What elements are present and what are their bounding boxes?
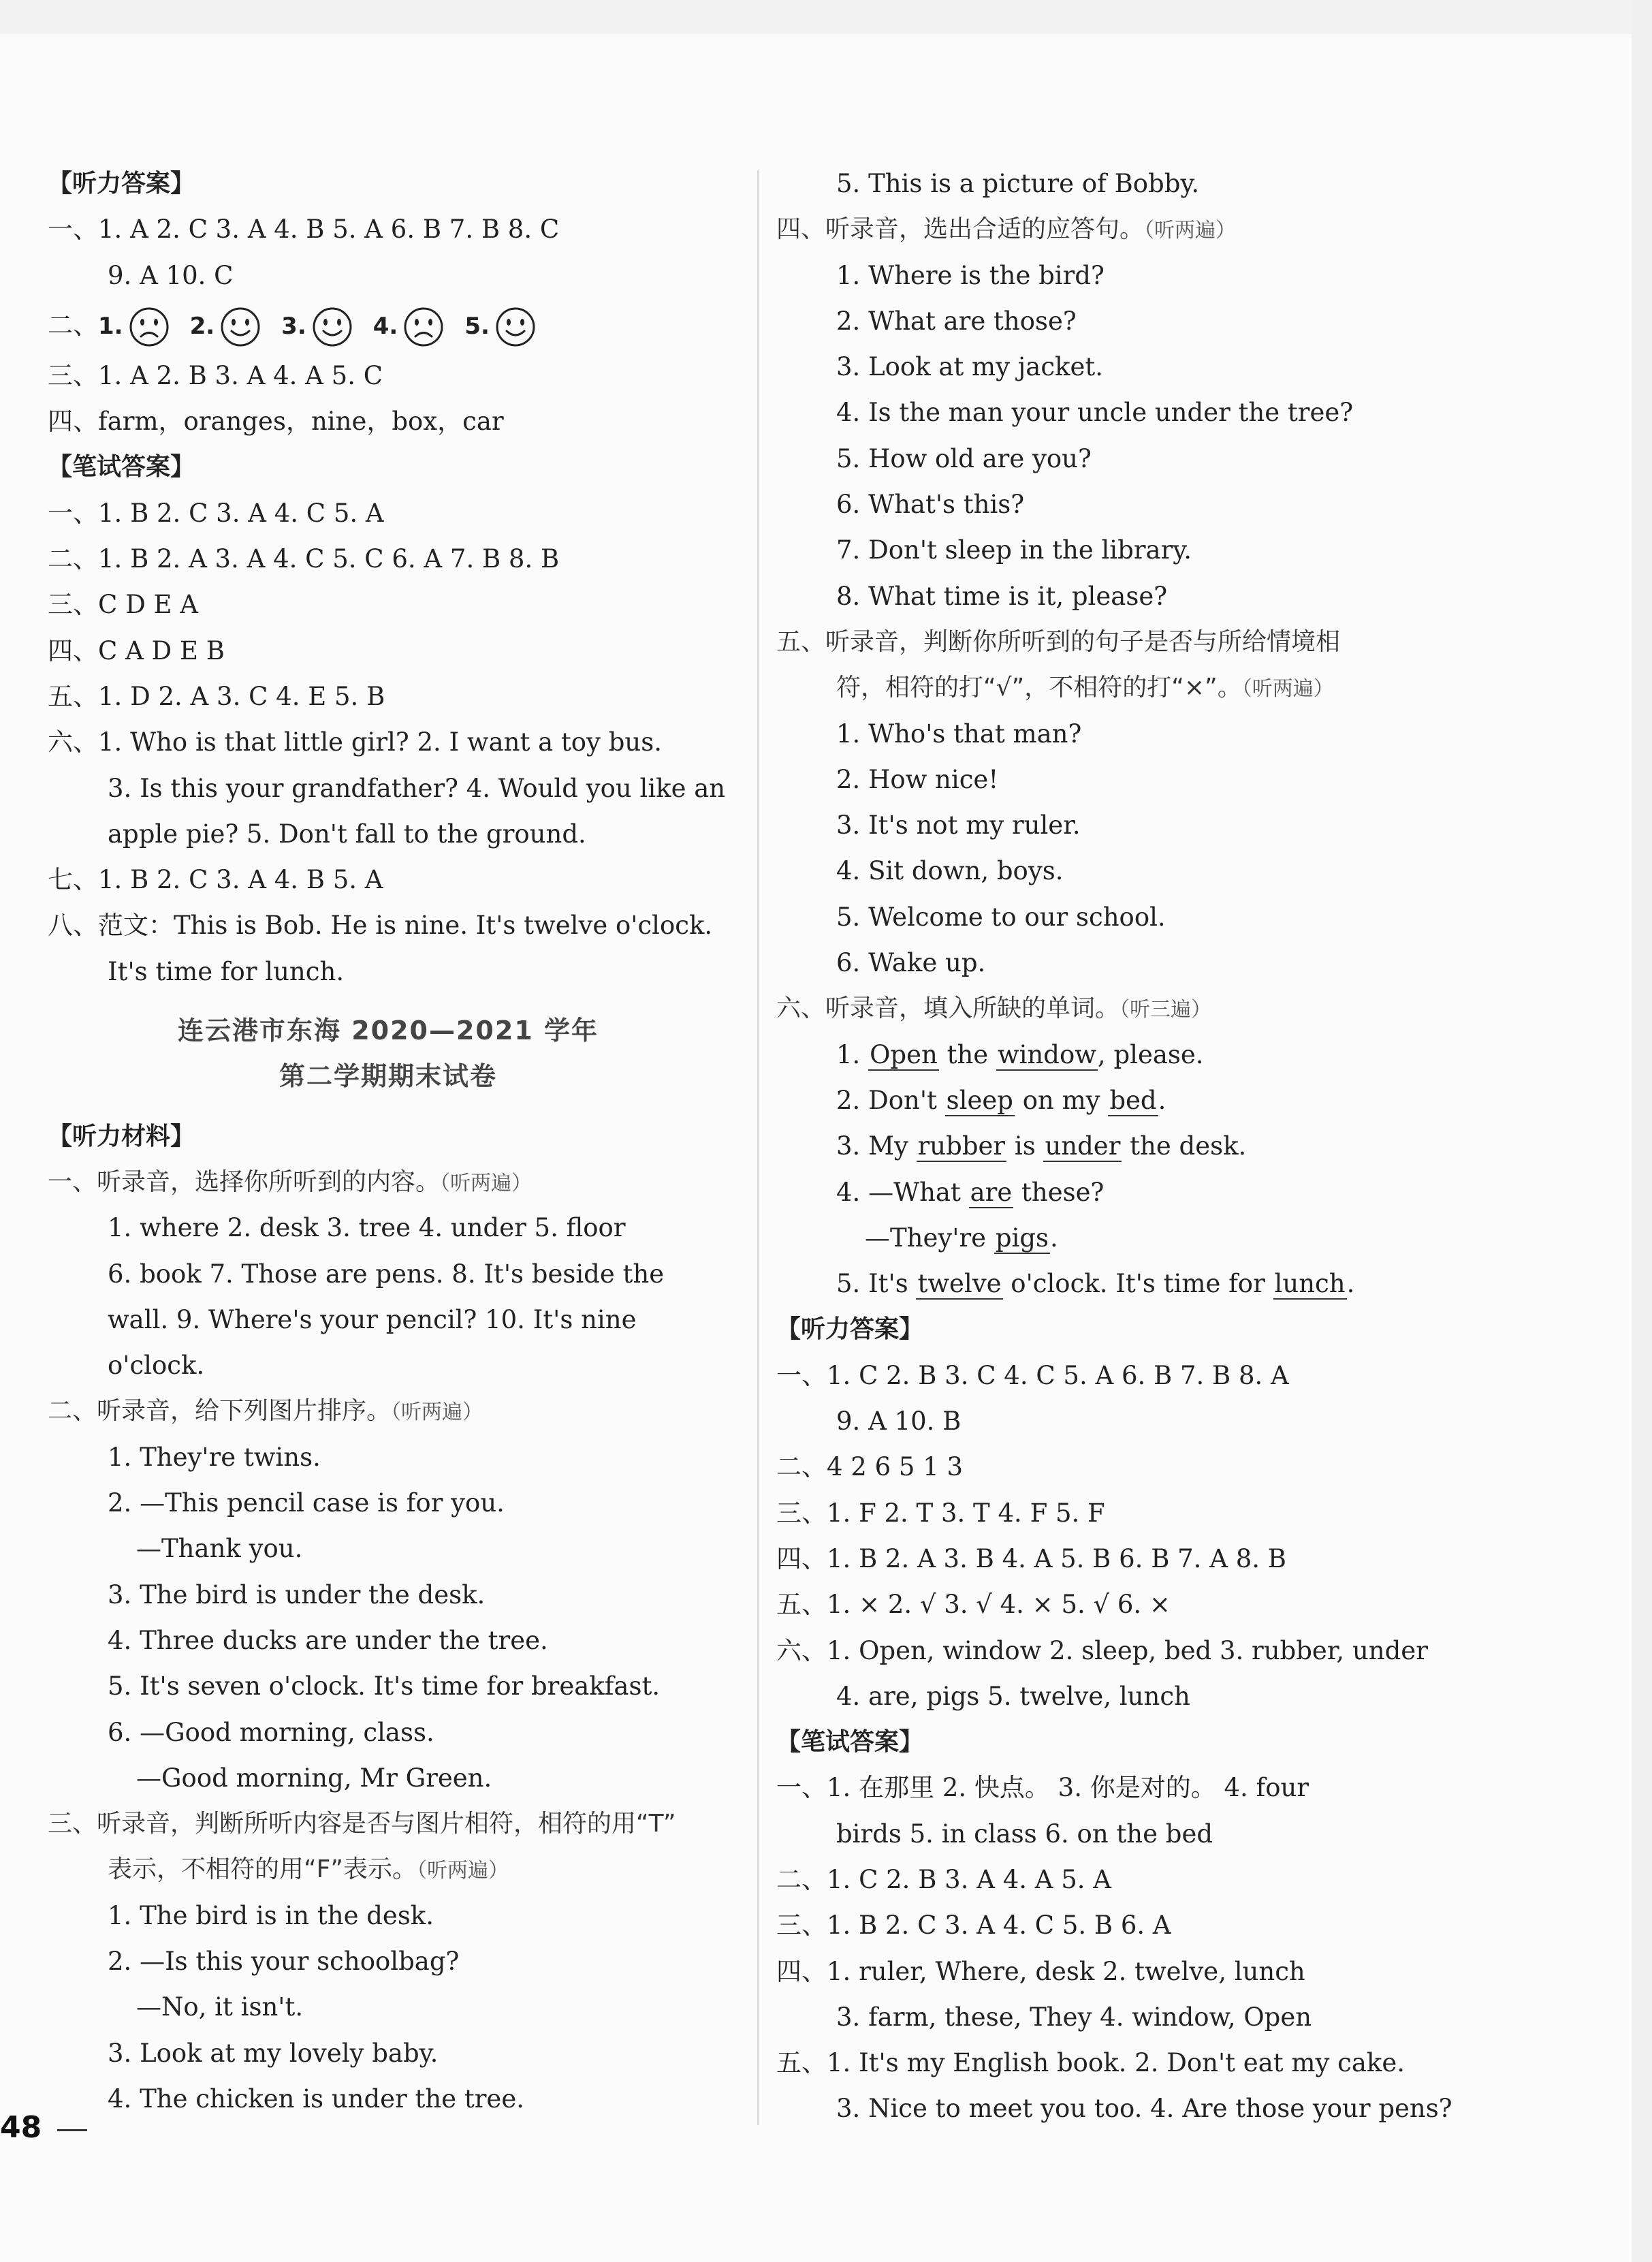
- sad-face-icon: [129, 307, 170, 347]
- answer-line: 四、1. B 2. A 3. B 4. A 5. B 6. B 7. A 8. B: [776, 1543, 1286, 1573]
- material-line: 2. How nice!: [836, 764, 999, 794]
- blank-answer: under: [1045, 1131, 1121, 1161]
- section-title: 六、听录音，填入所缺的单词。（听三遍）: [776, 994, 1212, 1023]
- answer-line: 八、范文：This is Bob. He is nine. It's twelve o'clock.: [48, 911, 713, 941]
- answer-line: 四、farm，oranges，nine，box，car: [48, 407, 504, 437]
- answer-line: 三、1. A 2. B 3. A 4. A 5. C: [48, 360, 383, 390]
- fill-blank-line: [776, 1169, 1464, 1215]
- material-line: 8. What time is it, please?: [836, 581, 1168, 611]
- material-line: 6. —Good morning, class.: [108, 1717, 434, 1747]
- material-line: 1. They're twins.: [108, 1442, 321, 1472]
- section-title-cont: 表示，不相符的用“F”表示。（听两遍）: [108, 1855, 509, 1884]
- blank-answer: lunch: [1274, 1269, 1346, 1299]
- written-answers-heading: 【笔试答案】: [776, 1728, 924, 1757]
- answer-line: 3. Nice to meet you too. 4. Are those your pens?: [836, 2094, 1452, 2124]
- face-number: 4.: [372, 312, 398, 340]
- material-line: —No, it isn't.: [136, 1992, 304, 2022]
- blank-answer: Open: [870, 1039, 938, 1069]
- section-title: 四、听录音，选出合适的应答句。（听两遍）: [776, 215, 1237, 244]
- answer-line: 4. are, pigs 5. twelve, lunch: [836, 1681, 1190, 1711]
- answer-line: 三、C D E A: [48, 590, 198, 620]
- blank-text: .: [1346, 1269, 1355, 1299]
- listening-answers-heading: 【听力答案】: [48, 170, 195, 198]
- exam-subtitle: 第二学期期末试卷: [279, 1061, 497, 1092]
- blank-text: 5. It's: [836, 1269, 917, 1299]
- section-title: 五、听录音，判断你所听到的句子是否与所给情境相: [776, 627, 1341, 656]
- blank-text: o'clock. It's time for: [1002, 1269, 1273, 1299]
- material-line: —Thank you.: [136, 1534, 303, 1564]
- blank-text: 4. —What: [836, 1177, 969, 1207]
- happy-face-icon: [312, 307, 353, 347]
- answer-line: 一、1. C 2. B 3. C 4. C 5. A 6. B 7. B 8. A: [776, 1360, 1289, 1390]
- material-line: 5. It's seven o'clock. It's time for breakfast.: [108, 1671, 661, 1701]
- happy-face-icon: [495, 307, 536, 347]
- answer-line: 一、1. A 2. C 3. A 4. B 5. A 6. B 7. B 8. C: [48, 215, 560, 245]
- material-line: 5. How old are you?: [836, 443, 1092, 473]
- answer-line: 六、1. Who is that little girl? 2. I want a toy bus.: [48, 727, 662, 757]
- blank-text: 3. My: [836, 1131, 917, 1161]
- material-line: 4. Is the man your uncle under the tree?: [836, 398, 1354, 428]
- answer-line: 五、1. It's my English book. 2. Don't eat my cake.: [776, 2048, 1405, 2078]
- blank-answer: pigs: [995, 1223, 1049, 1253]
- faces-answer-line: [48, 298, 729, 353]
- material-line: 5. This is a picture of Bobby.: [836, 169, 1200, 198]
- answer-line: 四、C A D E B: [48, 635, 225, 665]
- answer-line: 一、1. B 2. C 3. A 4. C 5. A: [48, 498, 384, 528]
- face-number: 3.: [281, 312, 306, 340]
- answer-line: 三、1. B 2. C 3. A 4. C 5. B 6. A: [776, 1911, 1171, 1941]
- blank-answer: sleep: [946, 1085, 1013, 1115]
- answer-line: 3. Is this your grandfather? 4. Would you like an: [108, 773, 726, 803]
- answer-line: birds 5. in class 6. on the bed: [836, 1819, 1213, 1849]
- material-line: —Good morning, Mr Green.: [136, 1763, 492, 1793]
- blank-text: the desk.: [1122, 1131, 1247, 1161]
- material-line: 6. book 7. Those are pens. 8. It's beside the: [108, 1259, 665, 1289]
- fill-blank-line: [776, 1032, 1464, 1078]
- blank-text: these?: [1013, 1177, 1105, 1207]
- blank-answer: bed: [1109, 1085, 1157, 1115]
- answer-line: 四、1. ruler, Where, desk 2. twelve, lunch: [776, 1956, 1305, 1986]
- fill-blank-line: [776, 1078, 1464, 1123]
- fill-blank-line: [776, 1215, 1464, 1261]
- material-line: 7. Don't sleep in the library.: [836, 535, 1192, 565]
- material-line: o'clock.: [108, 1351, 205, 1381]
- answer-line: 六、1. Open, window 2. sleep, bed 3. rubber, under: [776, 1635, 1428, 1665]
- material-line: 4. The chicken is under the tree.: [108, 2084, 524, 2114]
- material-line: 6. Wake up.: [836, 948, 986, 978]
- material-line: wall. 9. Where's your pencil? 10. It's nine: [108, 1304, 637, 1334]
- material-line: 1. The bird is in the desk.: [108, 1900, 434, 1930]
- blank-text: .: [1050, 1223, 1058, 1253]
- fill-blank-line: [776, 1123, 1464, 1169]
- right-column: [776, 161, 1464, 2132]
- answer-line: 二、4 2 6 5 1 3: [776, 1452, 964, 1482]
- blank-answer: window: [997, 1039, 1096, 1069]
- left-column: [48, 161, 729, 2122]
- section-title: 三、听录音，判断所听内容是否与图片相符，相符的用“T”: [48, 1810, 676, 1838]
- face-number: 2.: [189, 312, 215, 340]
- happy-face-icon: [220, 307, 261, 347]
- column-divider: [757, 170, 759, 2125]
- answer-line: 五、1. D 2. A 3. C 4. E 5. B: [48, 681, 385, 711]
- answer-line: 9. A 10. B: [836, 1407, 962, 1436]
- answer-line: 三、1. F 2. T 3. T 4. F 5. F: [776, 1498, 1105, 1528]
- blank-text: , please.: [1097, 1039, 1204, 1069]
- blank-text: is: [1006, 1131, 1044, 1161]
- material-line: 2. —Is this your schoolbag?: [108, 1946, 460, 1976]
- answer-line: 二、1. B 2. A 3. A 4. C 5. C 6. A 7. B 8. B: [48, 544, 560, 574]
- page-number-dash: [57, 2129, 87, 2131]
- listening-material-heading: 【听力材料】: [48, 1122, 195, 1150]
- blank-text: the: [938, 1039, 996, 1069]
- page-right-margin: [1632, 0, 1652, 2262]
- material-line: 3. Look at my jacket.: [836, 352, 1104, 382]
- answer-line: 一、1. 在那里 2. 快点。 3. 你是对的。 4. four: [776, 1773, 1309, 1803]
- blank-text: 1.: [836, 1039, 869, 1069]
- blank-answer: are: [970, 1177, 1013, 1207]
- material-line: 6. What's this?: [836, 490, 1025, 520]
- answer-line: 9. A 10. C: [108, 260, 234, 290]
- page-number: 48: [0, 2110, 42, 2145]
- blank-text: on my: [1014, 1085, 1109, 1115]
- material-line: 5. Welcome to our school.: [836, 902, 1166, 932]
- material-line: 4. Three ducks are under the tree.: [108, 1625, 548, 1655]
- material-line: 3. The bird is under the desk.: [108, 1580, 486, 1609]
- material-line: 1. Who's that man?: [836, 719, 1082, 749]
- exam-title: 连云港市东海 2020—2021 学年: [178, 1016, 599, 1046]
- blank-answer: rubber: [917, 1131, 1006, 1161]
- answer-line: 七、1. B 2. C 3. A 4. B 5. A: [48, 865, 383, 895]
- material-line: 3. Look at my lovely baby.: [108, 2038, 439, 2068]
- fill-blank-line: [776, 1261, 1464, 1306]
- face-number: 5.: [464, 312, 490, 340]
- answer-line: 五、1. × 2. √ 3. √ 4. × 5. √ 6. ×: [776, 1590, 1171, 1620]
- blank-answer: twelve: [917, 1269, 1002, 1299]
- material-line: 4. Sit down, boys.: [836, 856, 1064, 886]
- blank-text: 2. Don't: [836, 1085, 945, 1115]
- material-line: 3. It's not my ruler.: [836, 811, 1081, 841]
- page-top-margin: [0, 0, 1652, 34]
- material-line: 1. where 2. desk 3. tree 4. under 5. floor: [108, 1213, 626, 1243]
- faces-container: [98, 311, 536, 340]
- answer-line: It's time for lunch.: [108, 956, 345, 986]
- faces-prefix: 二、: [48, 310, 98, 340]
- answer-line: 3. farm, these, They 4. window, Open: [836, 2002, 1312, 2032]
- answer-line: apple pie? 5. Don't fall to the ground.: [108, 819, 586, 849]
- material-line: 1. Where is the bird?: [836, 260, 1105, 290]
- sad-face-icon: [403, 307, 444, 347]
- section-title: 二、听录音，给下列图片排序。（听两遍）: [48, 1397, 483, 1426]
- blank-text: .: [1158, 1085, 1166, 1115]
- material-line: 2. What are those?: [836, 306, 1077, 336]
- face-number: 1.: [98, 312, 123, 340]
- section-title: 一、听录音，选择你所听到的内容。（听两遍）: [48, 1167, 533, 1196]
- section-title-cont: 符，相符的打“√”，不相符的打“×”。（听两遍）: [836, 674, 1334, 702]
- listening-answers-heading: 【听力答案】: [776, 1315, 924, 1344]
- blank-text: —They're: [865, 1223, 994, 1253]
- material-line: 2. —This pencil case is for you.: [108, 1488, 505, 1518]
- answer-line: 二、1. C 2. B 3. A 4. A 5. A: [776, 1864, 1112, 1894]
- written-answers-heading: 【笔试答案】: [48, 453, 195, 482]
